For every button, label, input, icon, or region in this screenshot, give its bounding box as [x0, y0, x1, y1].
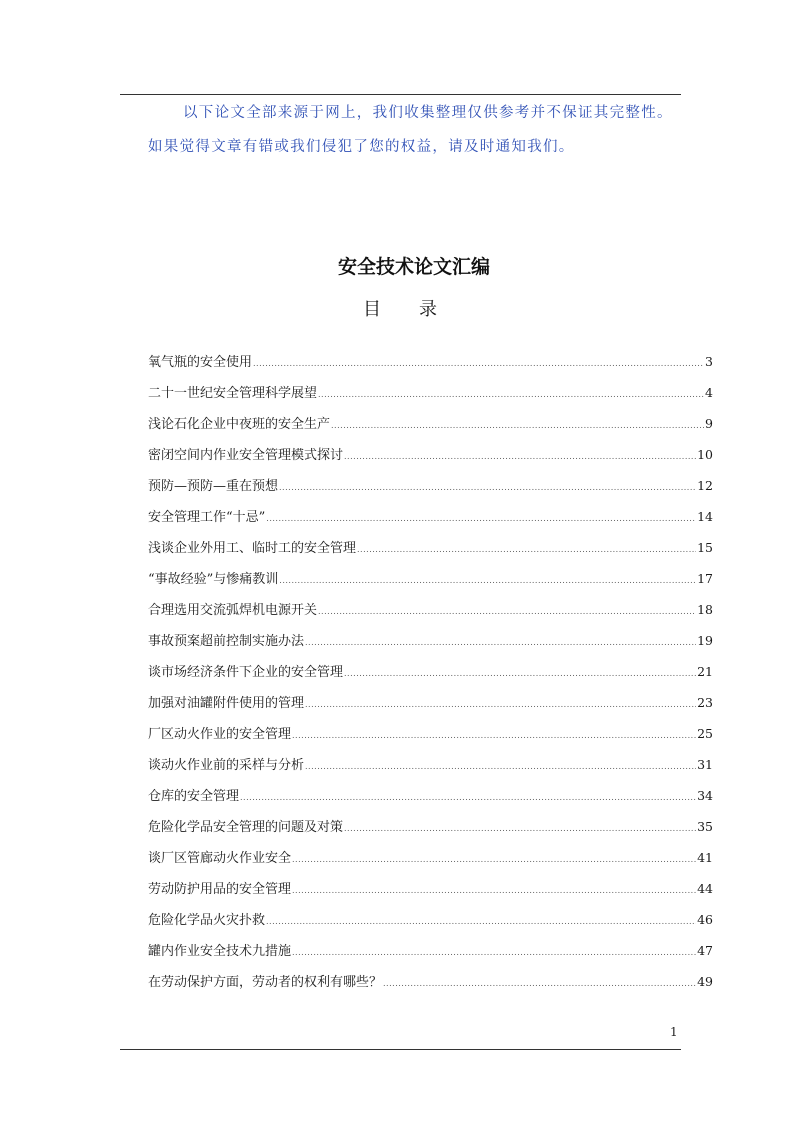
toc-entry-page: 35: [697, 819, 713, 834]
toc-dot-leader: [266, 514, 696, 523]
toc-dot-leader: [305, 638, 696, 647]
toc-entry-page: 49: [697, 974, 713, 989]
toc-entry-title: 加强对油罐附件使用的管理: [148, 696, 305, 711]
toc-heading-char-1: 目: [363, 299, 381, 320]
toc-entry-page: 21: [697, 664, 713, 679]
disclaimer-line-1: 以下论文全部来源于网上，我们收集整理仅供参考并不保证其完整性。: [183, 105, 673, 121]
toc-entry[interactable]: [148, 661, 713, 692]
toc-entry[interactable]: [148, 785, 713, 816]
toc-entry-page: 44: [697, 881, 713, 896]
toc-entry[interactable]: [148, 413, 713, 444]
toc-entry-page: 4: [705, 385, 713, 400]
toc-entry-page: 23: [697, 695, 713, 710]
toc-dot-leader: [344, 452, 696, 461]
toc-entry-page: 3: [705, 354, 713, 369]
toc-dot-leader: [305, 700, 696, 709]
toc-entry[interactable]: [148, 971, 713, 1002]
toc-entry-page: 19: [697, 633, 713, 648]
toc-dot-leader: [344, 669, 696, 678]
toc-entry-title: 事故预案超前控制实施办法: [148, 634, 305, 649]
toc-entry-page: 31: [697, 757, 713, 772]
toc-entry-page: 18: [697, 602, 713, 617]
disclaimer-notice: [148, 96, 693, 164]
toc-entry-title: “事故经验”与惨痛教训: [148, 572, 279, 587]
toc-entry-title: 浅论石化企业中夜班的安全生产: [148, 417, 331, 432]
toc-entry-title: 谈市场经济条件下企业的安全管理: [148, 665, 344, 680]
toc-entry-page: 10: [697, 447, 713, 462]
toc-dot-leader: [344, 824, 696, 833]
toc-dot-leader: [253, 359, 704, 368]
toc-dot-leader: [331, 421, 704, 430]
toc-dot-leader: [318, 607, 696, 616]
toc-entry-page: 17: [697, 571, 713, 586]
toc-entry[interactable]: [148, 878, 713, 909]
footer-rule: [120, 1049, 681, 1050]
toc-entry-title: 合理选用交流弧焊机电源开关: [148, 603, 318, 618]
toc-dot-leader: [292, 886, 696, 895]
toc-entry[interactable]: [148, 692, 713, 723]
toc-entry-title: 氧气瓶的安全使用: [148, 355, 253, 370]
toc-entry-title: 预防—预防—重在预想: [148, 479, 279, 494]
toc-dot-leader: [318, 390, 704, 399]
toc-entry[interactable]: [148, 909, 713, 940]
toc-entry-title: 危险化学品安全管理的问题及对策: [148, 820, 344, 835]
toc-dot-leader: [292, 948, 696, 957]
toc-dot-leader: [266, 917, 696, 926]
toc-entry-title: 在劳动保护方面，劳动者的权利有哪些？: [148, 975, 383, 990]
toc-entry-title: 劳动防护用品的安全管理: [148, 882, 292, 897]
toc-entry[interactable]: [148, 847, 713, 878]
toc-dot-leader: [383, 979, 696, 988]
toc-entry-page: 14: [697, 509, 713, 524]
toc-entry-title: 仓库的安全管理: [148, 789, 240, 804]
toc-dot-leader: [279, 576, 696, 585]
toc-dot-leader: [357, 545, 696, 554]
toc-entry[interactable]: [148, 816, 713, 847]
toc-entry-page: 46: [697, 912, 713, 927]
toc-entry-title: 谈动火作业前的采样与分析: [148, 758, 305, 773]
toc-entry-page: 34: [697, 788, 713, 803]
toc-entry[interactable]: [148, 475, 713, 506]
document-title: 安全技术论文汇编: [337, 256, 490, 278]
disclaimer-line-2: 如果觉得文章有错或我们侵犯了您的权益，请及时通知我们。: [148, 139, 575, 155]
toc-entry[interactable]: [148, 382, 713, 413]
toc-entry-title: 谈厂区管廊动火作业安全: [148, 851, 292, 866]
toc-entry[interactable]: [148, 599, 713, 630]
toc-entry[interactable]: [148, 630, 713, 661]
toc-entry[interactable]: [148, 568, 713, 599]
toc-heading-char-2: 录: [419, 299, 437, 320]
toc-heading: [0, 295, 800, 321]
toc-entry[interactable]: [148, 444, 713, 475]
toc-entry-page: 12: [697, 478, 713, 493]
page-number: 1: [670, 1025, 678, 1039]
toc-entry-title: 罐内作业安全技术九措施: [148, 944, 292, 959]
toc-entry[interactable]: [148, 537, 713, 568]
toc-entry-title: 安全管理工作“十忌”: [148, 510, 266, 525]
table-of-contents: [148, 351, 713, 1002]
toc-dot-leader: [292, 731, 696, 740]
toc-entry[interactable]: [148, 723, 713, 754]
toc-entry-page: 9: [705, 416, 713, 431]
toc-entry[interactable]: [148, 351, 713, 382]
toc-entry-title: 厂区动火作业的安全管理: [148, 727, 292, 742]
toc-dot-leader: [292, 855, 696, 864]
header-rule: [120, 94, 681, 95]
toc-entry-page: 47: [697, 943, 713, 958]
toc-dot-leader: [240, 793, 696, 802]
toc-entry-title: 二十一世纪安全管理科学展望: [148, 386, 318, 401]
toc-entry-page: 41: [697, 850, 713, 865]
toc-entry-title: 浅谈企业外用工、临时工的安全管理: [148, 541, 357, 556]
toc-entry[interactable]: [148, 506, 713, 537]
toc-entry[interactable]: [148, 754, 713, 785]
toc-entry-title: 密闭空间内作业安全管理模式探讨: [148, 448, 344, 463]
toc-dot-leader: [279, 483, 696, 492]
toc-entry-page: 15: [697, 540, 713, 555]
toc-entry-page: 25: [697, 726, 713, 741]
toc-dot-leader: [305, 762, 696, 771]
toc-entry[interactable]: [148, 940, 713, 971]
toc-entry-title: 危险化学品火灾扑救: [148, 913, 266, 928]
